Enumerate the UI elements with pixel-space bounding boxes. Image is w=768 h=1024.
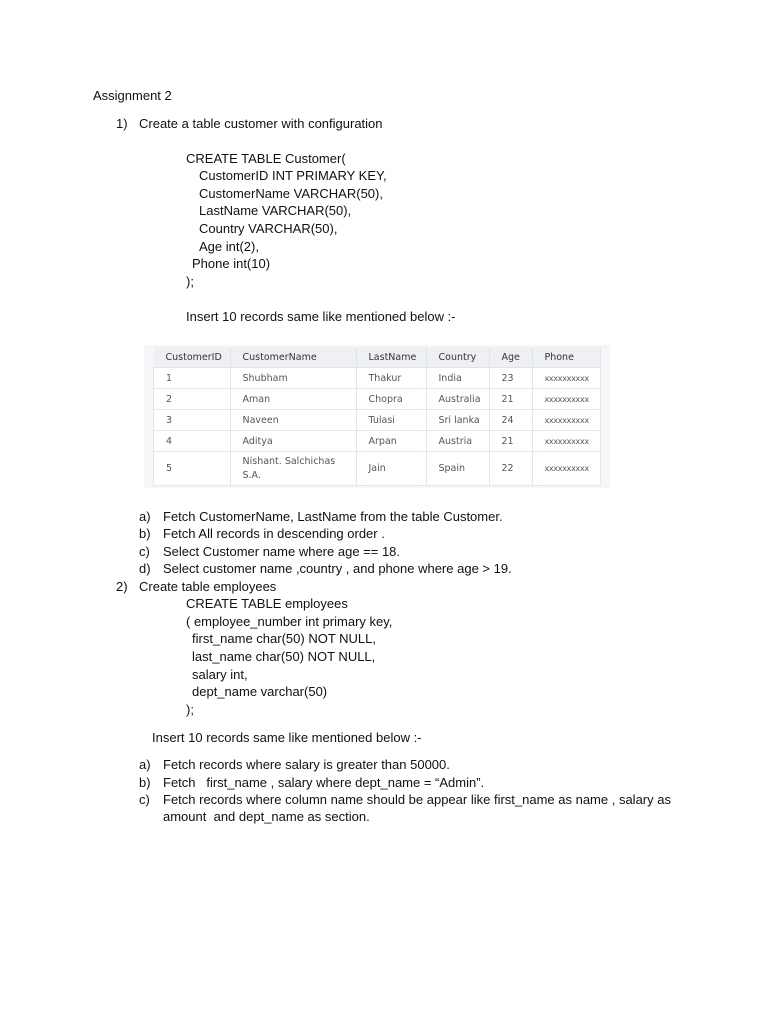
- sql-line: first_name char(50) NOT NULL,: [192, 631, 376, 646]
- insert-instruction-2: Insert 10 records same like mentioned below :-: [152, 730, 422, 745]
- sql-line: ( employee_number int primary key,: [186, 614, 393, 629]
- cell-customer-id: 1: [154, 368, 231, 389]
- sql-line: CREATE TABLE employees: [186, 596, 348, 611]
- cell-last-name: Tulasi: [356, 410, 426, 431]
- task-text: Select customer name ,country , and phone where age > 19.: [163, 561, 512, 576]
- cell-country: Austria: [426, 431, 489, 452]
- sql-line: LastName VARCHAR(50),: [199, 203, 352, 218]
- task-text: Fetch All records in descending order .: [163, 526, 385, 541]
- task-text-continued: amount and dept_name as section.: [163, 809, 370, 824]
- sql-line: Phone int(10): [192, 256, 271, 271]
- cell-country: India: [426, 368, 489, 389]
- cell-age: 21: [489, 389, 532, 410]
- cell-phone: xxxxxxxxxx: [532, 389, 601, 410]
- sql-line: dept_name varchar(50): [192, 684, 328, 699]
- column-header: Phone: [532, 347, 601, 368]
- customer-table: [153, 347, 601, 486]
- cell-customer-name: Naveen: [230, 410, 356, 431]
- task-letter: a): [139, 509, 151, 524]
- sql-line: Country VARCHAR(50),: [199, 221, 338, 236]
- cell-last-name: Arpan: [356, 431, 426, 452]
- cell-last-name: Thakur: [356, 368, 426, 389]
- table-row: [154, 410, 601, 431]
- column-header: CustomerName: [230, 347, 356, 368]
- cell-age: 21: [489, 431, 532, 452]
- task-letter: b): [139, 775, 151, 790]
- sql-line: last_name char(50) NOT NULL,: [192, 649, 376, 664]
- cell-customer-id: 4: [154, 431, 231, 452]
- task-letter: a): [139, 757, 151, 772]
- sql-line: );: [186, 274, 194, 289]
- sql-line: CustomerID INT PRIMARY KEY,: [199, 168, 387, 183]
- task-text: Fetch first_name , salary where dept_name = “Admin”.: [163, 775, 485, 790]
- column-header: CustomerID: [154, 347, 231, 368]
- cell-customer-name: Aditya: [230, 431, 356, 452]
- task-text: Fetch records where column name should be appear like first_name as name , salary as: [163, 792, 671, 807]
- column-header: Age: [489, 347, 532, 368]
- task-letter: d): [139, 561, 151, 576]
- question-2-text: Create table employees: [139, 579, 277, 594]
- question-1-number: 1): [116, 116, 128, 131]
- task-letter: b): [139, 526, 151, 541]
- cell-customer-id: 2: [154, 389, 231, 410]
- task-text: Fetch CustomerName, LastName from the table Customer.: [163, 509, 503, 524]
- question-2-number: 2): [116, 579, 128, 594]
- sql-line: CustomerName VARCHAR(50),: [199, 186, 383, 201]
- cell-age: 24: [489, 410, 532, 431]
- table-header-row: [154, 347, 601, 368]
- question-1-text: Create a table customer with configuration: [139, 116, 383, 131]
- cell-phone: xxxxxxxxxx: [532, 410, 601, 431]
- cell-phone: xxxxxxxxxx: [532, 431, 601, 452]
- column-header: LastName: [356, 347, 426, 368]
- sql-line: salary int,: [192, 667, 248, 682]
- cell-customer-id: 3: [154, 410, 231, 431]
- task-letter: c): [139, 792, 150, 807]
- customer-table-image: [144, 345, 610, 488]
- table-row: [154, 452, 601, 486]
- table-row: [154, 389, 601, 410]
- cell-customer-name: Aman: [230, 389, 356, 410]
- cell-age: 22: [489, 452, 532, 486]
- insert-instruction-1: Insert 10 records same like mentioned below :-: [186, 309, 456, 324]
- cell-country: Australia: [426, 389, 489, 410]
- task-text: Select Customer name where age == 18.: [163, 544, 401, 559]
- cell-customer-id: 5: [154, 452, 231, 486]
- cell-last-name: Chopra: [356, 389, 426, 410]
- sql-line: CREATE TABLE Customer(: [186, 151, 346, 166]
- sql-line: );: [186, 702, 194, 717]
- cell-country: Sri lanka: [426, 410, 489, 431]
- task-text: Fetch records where salary is greater than 50000.: [163, 757, 450, 772]
- cell-last-name: Jain: [356, 452, 426, 486]
- column-header: Country: [426, 347, 489, 368]
- assignment-title: Assignment 2: [93, 88, 172, 103]
- table-row: [154, 431, 601, 452]
- sql-line: Age int(2),: [199, 239, 259, 254]
- cell-phone: xxxxxxxxxx: [532, 452, 601, 486]
- table-row: [154, 368, 601, 389]
- cell-phone: xxxxxxxxxx: [532, 368, 601, 389]
- task-letter: c): [139, 544, 150, 559]
- cell-customer-name: Nishant. Salchichas S.A.: [230, 452, 356, 486]
- cell-age: 23: [489, 368, 532, 389]
- cell-customer-name: Shubham: [230, 368, 356, 389]
- cell-country: Spain: [426, 452, 489, 486]
